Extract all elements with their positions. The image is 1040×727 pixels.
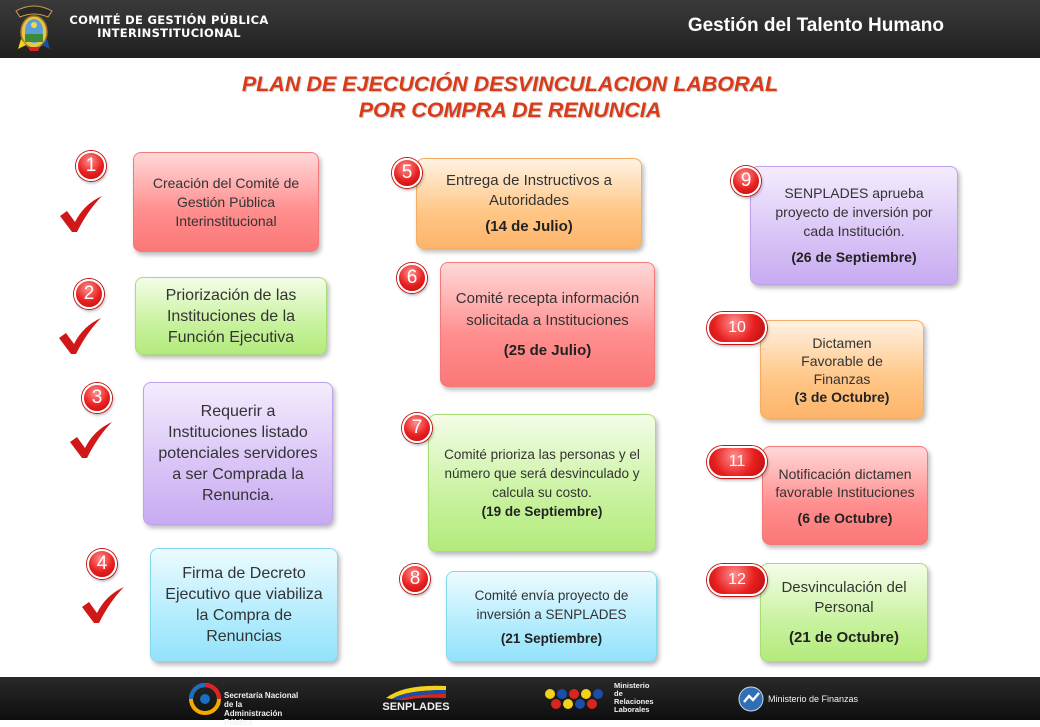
step-text: Desvinculación del Personal: [781, 578, 907, 616]
step-date: (21 Septiembre): [500, 630, 603, 646]
step-text: SENPLADES aprueba proyecto de inversión por cada Institución.: [775, 185, 933, 239]
senplades-flag-icon: [384, 684, 448, 700]
finanzas-emblem-icon: [738, 686, 764, 712]
checkmark-icon: [57, 316, 103, 356]
snap-logo: [188, 683, 308, 727]
checkmark-icon: [58, 194, 104, 234]
step-card-7: [428, 414, 656, 552]
step-number-badge-11: 11: [707, 446, 767, 478]
step-date: (21 de Octubre): [788, 628, 900, 646]
snap-logo-text: [224, 691, 308, 727]
page-title-line-1: PLAN DE EJECUCIÓN DESVINCULACION LABORAL: [241, 72, 779, 96]
finanzas-text: Ministerio de Finanzas: [768, 694, 859, 704]
committee-line-1: COMITÉ DE GESTIÓN PÚBLICA: [69, 13, 269, 27]
step-text: Priorización de las Instituciones de la Función Ejecutiva: [165, 286, 297, 346]
mrl-line-2: de: [614, 689, 623, 698]
step-date: (3 de Octubre): [794, 388, 890, 405]
step-date: (26 de Septiembre): [791, 249, 917, 265]
snap-line-1: Secretaría Nacional de la: [224, 691, 299, 709]
step-card-12: [760, 563, 928, 662]
step-text: Requerir a Instituciones listado potenciales servidores a ser Comprada la Renuncia.: [158, 403, 318, 504]
step-card-8: [446, 571, 657, 662]
step-card-10: [760, 320, 924, 419]
step-card-6: [440, 262, 655, 387]
step-card-9: [750, 166, 958, 285]
header-bar: [0, 0, 1040, 58]
step-text: Notificación dictamen favorable Instituciones: [775, 465, 915, 500]
page-title-line-2: POR COMPRA DE RENUNCIA: [358, 98, 662, 122]
step-text: Dictamen Favorable de Finanzas: [801, 334, 883, 387]
step-number-badge-9: 9: [731, 166, 761, 196]
step-text: Comité envía proyecto de inversión a SENPLADES: [474, 587, 629, 622]
ecuador-coat-of-arms-icon: [12, 3, 56, 53]
step-number-badge-8: 8: [400, 564, 430, 594]
committee-line-2: INTERINSTITUCIONAL: [97, 26, 241, 40]
mrl-line-3: Relaciones: [614, 697, 654, 706]
step-number-badge-3: 3: [82, 383, 112, 413]
step-number-badge-5: 5: [392, 158, 422, 188]
senplades-logo: [376, 683, 456, 715]
mrl-logo: [544, 683, 654, 715]
mrl-line-1: Ministerio: [614, 681, 650, 690]
step-card-4: [150, 548, 338, 662]
snap-emblem-icon: [188, 683, 222, 715]
mrl-dots-icon: [544, 688, 608, 710]
step-number-badge-1: 1: [76, 151, 106, 181]
step-text: Comité recepta información solicitada a Instituciones: [455, 289, 640, 329]
step-card-3: [143, 382, 333, 525]
mrl-line-4: Laborales: [614, 705, 650, 714]
step-text: Comité prioriza las personas y el número que será desvinculado y calcula su costo.: [444, 447, 640, 500]
step-text: Entrega de Instructivos a Autoridades: [446, 171, 612, 209]
step-number-badge-7: 7: [402, 413, 432, 443]
step-date: (25 de Julio): [503, 341, 592, 359]
step-number-badge-2: 2: [74, 279, 104, 309]
step-card-11: [762, 446, 928, 545]
section-title: Gestión del Talento Humano: [687, 15, 944, 36]
checkmark-icon: [68, 420, 114, 460]
checkmark-icon: [80, 585, 126, 625]
committee-name: [58, 14, 280, 40]
step-text: Firma de Decreto Ejecutivo que viabiliza la Compra de Renuncias: [165, 565, 323, 645]
snap-line-2: Administración Pública: [224, 709, 283, 727]
step-date: (14 de Julio): [485, 217, 573, 235]
senplades-text: SENPLADES: [382, 701, 450, 713]
step-card-2: [135, 277, 327, 355]
step-number-badge-12: 12: [707, 564, 767, 596]
mrl-text: [614, 682, 654, 714]
step-number-badge-4: 4: [87, 549, 117, 579]
footer-bar: [0, 677, 1040, 727]
step-text: Creación del Comité de Gestión Pública Interinstitucional: [152, 174, 300, 229]
step-date: (6 de Octubre): [797, 509, 893, 526]
step-card-5: [416, 158, 642, 249]
step-number-badge-6: 6: [397, 263, 427, 293]
step-card-1: [133, 152, 319, 252]
ministerio-finanzas-logo: [738, 683, 868, 715]
step-number-badge-10: 10: [707, 312, 767, 344]
step-date: (19 de Septiembre): [481, 504, 603, 519]
